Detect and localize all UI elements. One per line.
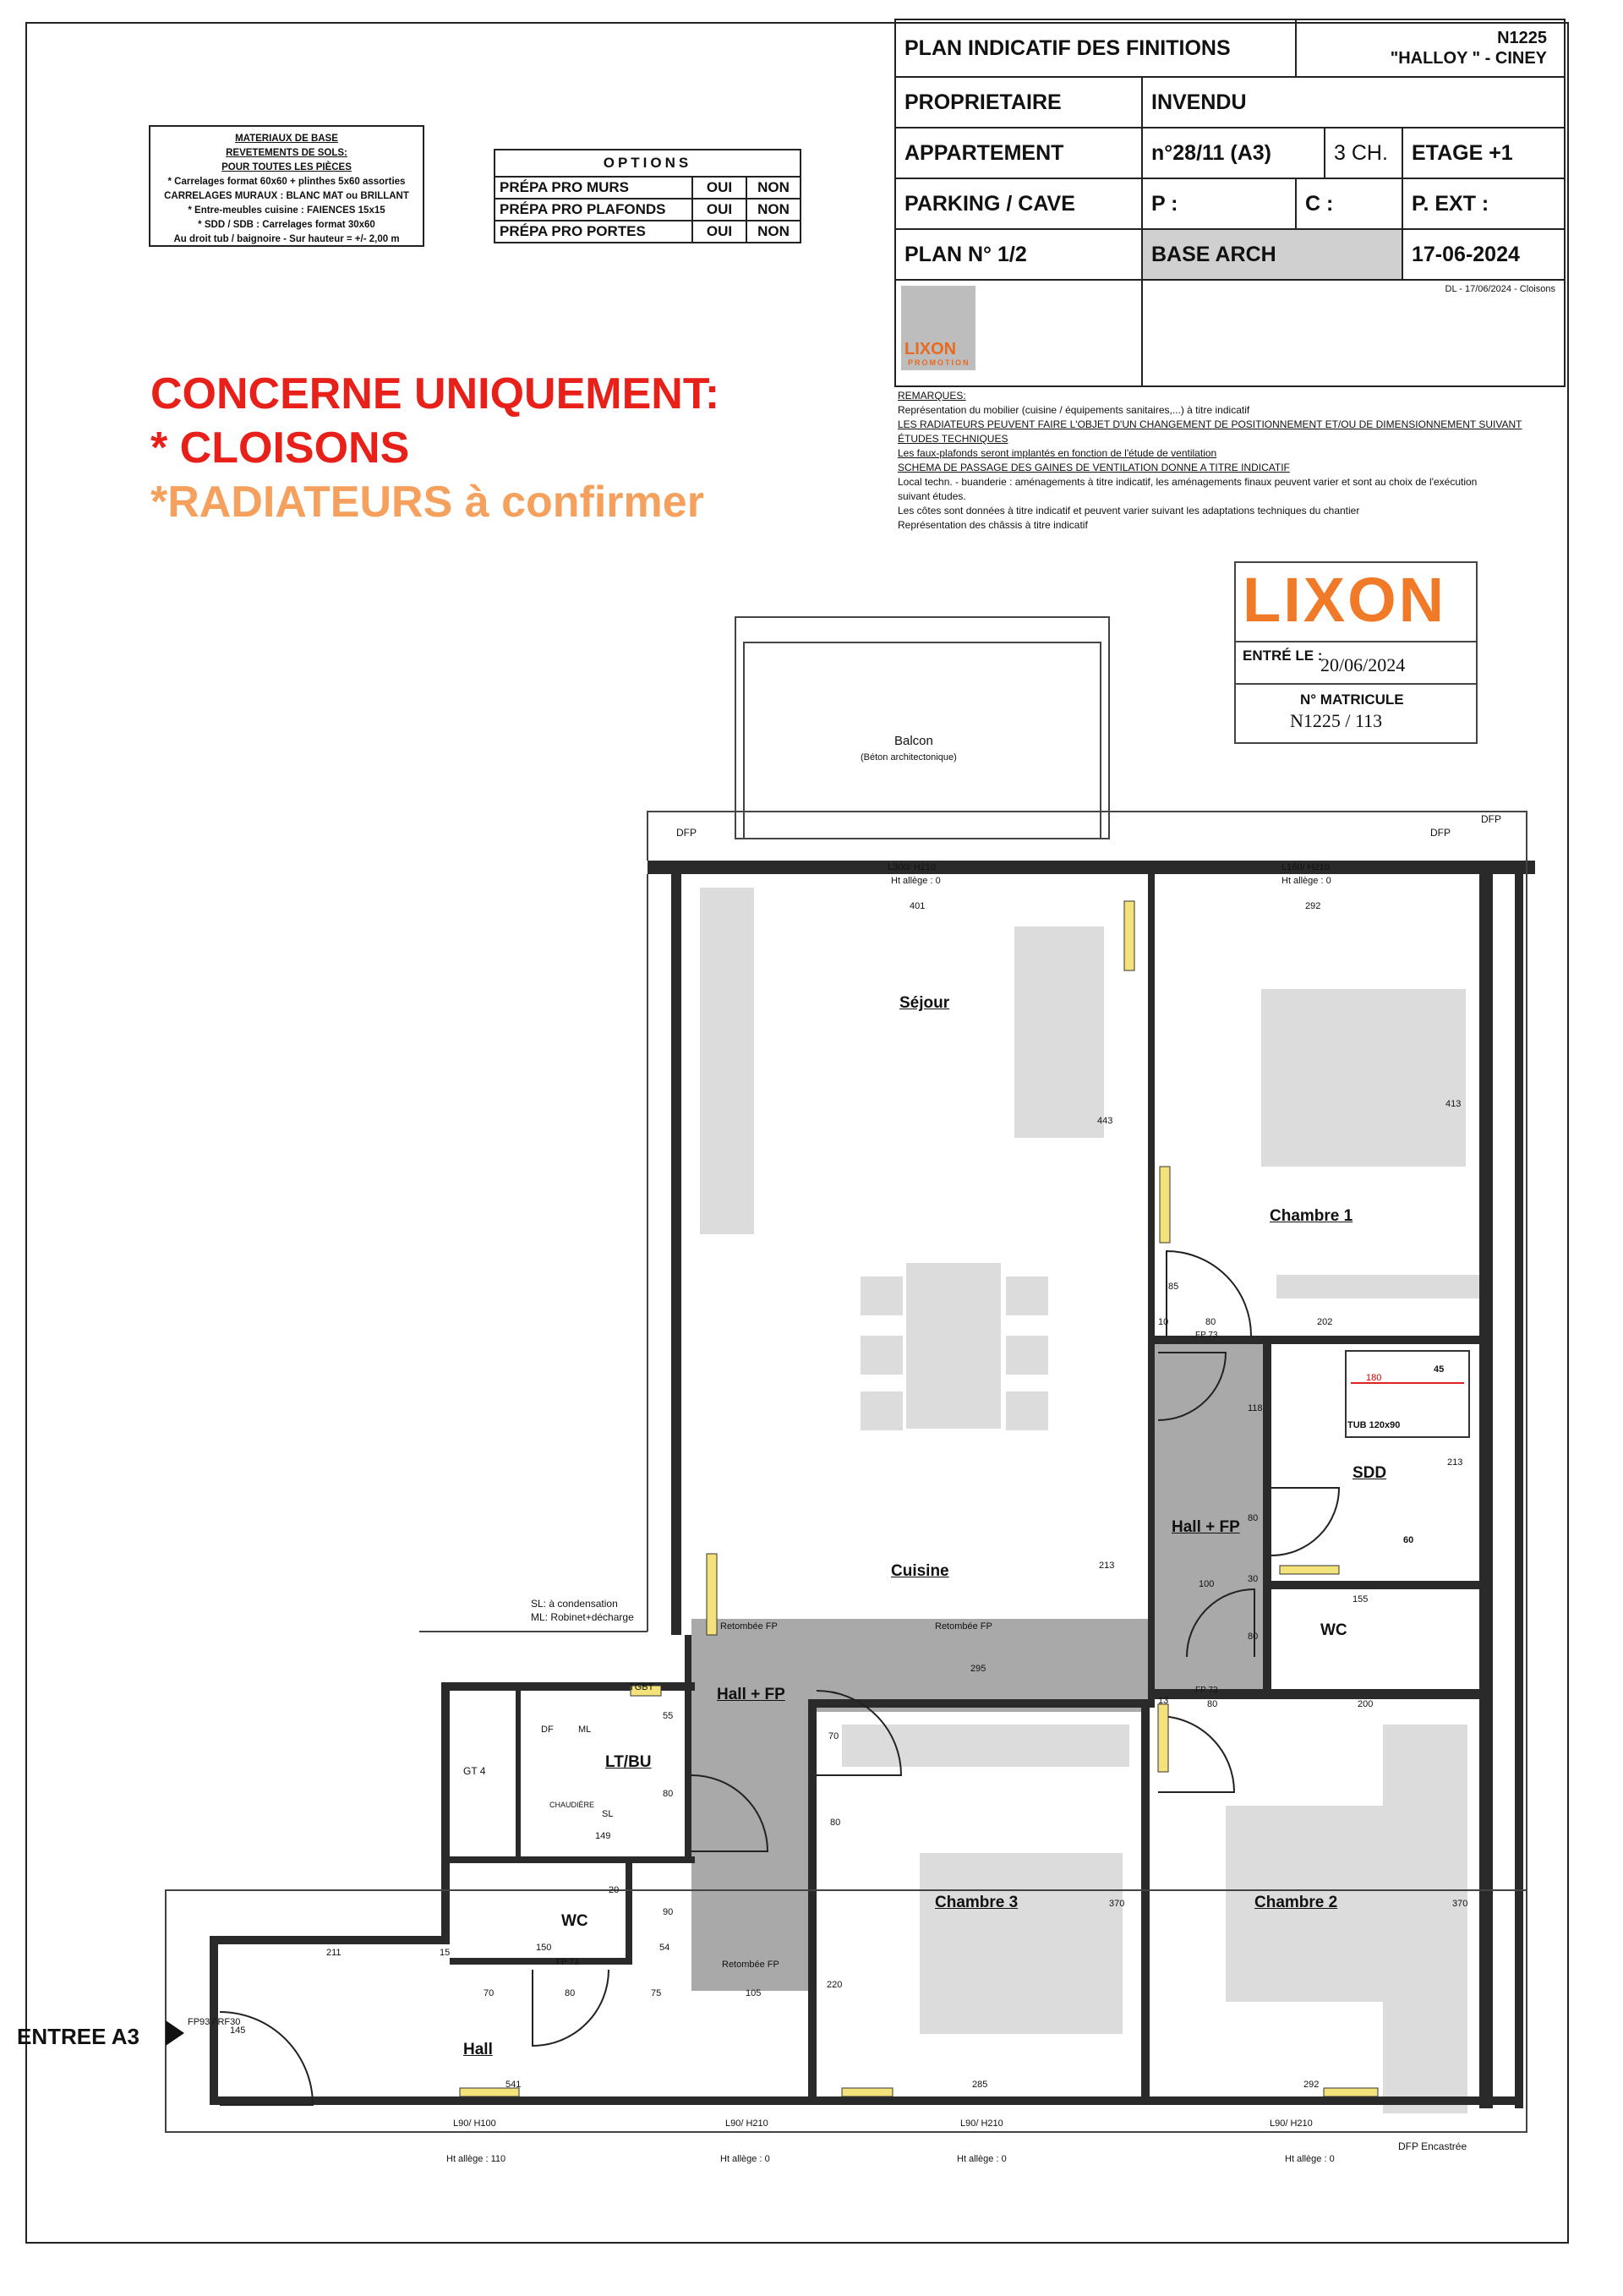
promotion-logo-word: LIXON	[904, 340, 957, 358]
wall-top	[648, 861, 1535, 874]
room-label-wc-right: WC	[1320, 1621, 1347, 1639]
dim-label: 105	[746, 1988, 762, 1998]
stamp-entre-label: ENTRÉ LE :	[1243, 648, 1323, 664]
wall-wc-bottom-left	[450, 1958, 632, 1965]
note-retombee: Retombée FP	[722, 1960, 779, 1970]
wall-right-outer	[1515, 874, 1523, 2108]
dim-label: 85	[1168, 1282, 1179, 1292]
dim-label: 80	[1207, 1699, 1218, 1709]
options-header: OPTIONS	[495, 150, 801, 177]
wall-bottom	[210, 2096, 1520, 2105]
radiator	[1124, 901, 1134, 970]
dim-label: 295	[970, 1664, 986, 1674]
dim-label: 443	[1097, 1116, 1113, 1126]
room-label-ltbu: LT/BU	[605, 1753, 652, 1771]
dim-label: 55	[663, 1711, 674, 1721]
window-sill: Ht allège : 0	[957, 2154, 1007, 2164]
ref-code: N1225	[1497, 29, 1547, 47]
dim-label: 211	[326, 1948, 342, 1958]
wall-gt4-left	[441, 1682, 450, 1944]
dim-label: 20	[609, 1885, 620, 1895]
materials-line: MATERIAUX DE BASE	[235, 134, 338, 144]
wardrobe-chambre-1	[1276, 1275, 1479, 1298]
materials-line: * SDD / SDB : Carrelages format 30x60	[198, 220, 375, 230]
plan-date: 17-06-2024	[1402, 229, 1565, 280]
remark-line: SCHEMA DE PASSAGE DES GAINES DE VENTILATION DONNE A TITRE INDICATIF	[898, 462, 1290, 473]
dim-label: 413	[1445, 1099, 1462, 1109]
window-label: L90/ H210	[1270, 2118, 1313, 2129]
dim-label: 100	[1199, 1579, 1215, 1589]
option-label: PRÉPA PRO MURS	[495, 177, 692, 199]
room-label-gt4: GT 4	[463, 1765, 486, 1777]
wall-lt-left	[516, 1682, 521, 1860]
note-retombee: Retombée FP	[935, 1621, 992, 1632]
option-label: PRÉPA PRO PLAFONDS	[495, 199, 692, 221]
materials-line: * Carrelages format 60x60 + plinthes 5x60 assorties	[167, 177, 406, 187]
sofa	[700, 888, 754, 1234]
room-label-sejour: Séjour	[899, 994, 950, 1012]
note-dfp: DFP	[676, 827, 697, 839]
dim-label: 15	[440, 1948, 451, 1958]
window-label: L300/ H210	[888, 862, 936, 872]
kitchen-island	[1014, 927, 1104, 1138]
note-dfp: DFP	[1481, 813, 1501, 825]
radiator	[1160, 1167, 1170, 1243]
dim-label: 45	[1434, 1364, 1445, 1375]
door-chambre-2	[1158, 1716, 1234, 1792]
room-label-hall-fp-left: Hall + FP	[717, 1686, 785, 1703]
remark-line: ÉTUDES TECHNIQUES	[898, 433, 1008, 445]
option-label: PRÉPA PRO PORTES	[495, 221, 692, 243]
dim-label: 202	[1317, 1317, 1333, 1327]
remarks-heading: REMARQUES:	[898, 390, 966, 402]
balcon-outline	[735, 617, 1109, 839]
materials-line: REVETEMENTS DE SOLS:	[226, 148, 347, 158]
dim-label: 54	[659, 1943, 670, 1953]
appartement-value: n°28/11 (A3)	[1142, 128, 1325, 178]
note-tub: TUB 120x90	[1347, 1420, 1401, 1430]
dim-label: 200	[1358, 1699, 1374, 1709]
parking-label: PARKING / CAVE	[895, 178, 1142, 229]
wall-wc-top	[441, 1856, 695, 1863]
dim-label: 370	[1109, 1899, 1125, 1909]
materials-line: Au droit tub / baignoire - Sur hauteur = +/- 2,00 m	[173, 234, 400, 244]
dim-label: 292	[1303, 2080, 1320, 2090]
note-dfp: DFP	[1430, 827, 1451, 839]
promotion-logo-sub: PROMOTION	[908, 358, 970, 367]
proprietaire-label: PROPRIETAIRE	[895, 77, 1142, 128]
dim-label: 10	[1158, 1317, 1169, 1327]
radiator	[707, 1554, 717, 1635]
chair	[861, 1391, 903, 1430]
window-sill: Ht allège : 110	[446, 2154, 506, 2164]
wall-right	[1479, 874, 1493, 2108]
dim-label: 30	[1248, 1574, 1259, 1584]
dim-label: 75	[651, 1988, 662, 1998]
option-non[interactable]: NON	[746, 199, 801, 221]
plan-number: PLAN N° 1/2	[895, 229, 1142, 280]
dim-label: 401	[910, 901, 926, 911]
dim-label-fp: FP 73	[556, 1958, 579, 1967]
stamp-logo: LIXON	[1243, 565, 1447, 635]
dim-label: 80	[1248, 1632, 1259, 1642]
dim-label: 80	[565, 1988, 576, 1998]
wall-sejour-chambre1	[1148, 874, 1155, 1703]
dim-label: 70	[484, 1988, 495, 1998]
etage-value: ETAGE +1	[1402, 128, 1565, 178]
notice-line-1: CONCERNE UNIQUEMENT:	[150, 369, 720, 418]
entrance-arrow-icon	[166, 2020, 184, 2046]
furniture	[700, 888, 1479, 2113]
remark-line: Représentation des châssis à titre indicatif	[898, 519, 1088, 531]
remark-line: Représentation du mobilier (cuisine / équipements sanitaires,...) à titre indicatif	[898, 404, 1250, 416]
remark-line: Les côtes sont données à titre indicatif et peuvent varier suivant les adaptations techniques du chantier	[898, 505, 1360, 517]
wardrobe-chambre-3	[842, 1725, 1129, 1767]
door-wc-left	[533, 1970, 609, 2046]
dim-label: 80	[830, 1818, 841, 1828]
dim-label: 80	[663, 1789, 674, 1799]
dim-label: 150	[536, 1943, 552, 1953]
radiator	[1280, 1566, 1339, 1574]
radiator	[842, 2088, 893, 2096]
dim-label: 213	[1099, 1561, 1115, 1571]
note-tgbt: TGBT	[629, 1682, 654, 1692]
dim-label: 13	[1158, 1696, 1169, 1706]
dim-label: 213	[1447, 1457, 1463, 1468]
dim-label: 60	[1403, 1535, 1414, 1545]
dim-label: 149	[595, 1831, 611, 1841]
note-door-rating: FP93 / RF30	[188, 2017, 241, 2027]
dim-label: 118	[1248, 1403, 1263, 1413]
materials-line: * Entre-meubles cuisine : FAIENCES 15x15	[188, 205, 385, 216]
dim-label: 155	[1352, 1594, 1369, 1604]
wall-hall-top	[210, 1936, 446, 1944]
remark-line: Local techn. - buanderie : aménagements à titre indicatif, les aménagements finaux peuvent varier et sont au choix de l'exécution	[898, 476, 1478, 488]
remark-line: LES RADIATEURS PEUVENT FAIRE L'OBJET D'UN CHANGEMENT DE POSITIONNEMENT ET/OU DE DIMENSIONNEMENT SUIVANT	[898, 418, 1522, 430]
note-ml: ML: Robinet+décharge	[531, 1611, 634, 1623]
dim-label: 80	[1205, 1317, 1216, 1327]
radiator	[1324, 2088, 1378, 2096]
room-label-wc-left: WC	[561, 1912, 588, 1930]
chambres-count: 3 CH.	[1325, 128, 1402, 178]
bed-chambre-1	[1261, 989, 1466, 1167]
dim-label: 370	[1452, 1899, 1468, 1909]
box-ml: ML	[578, 1725, 592, 1735]
remark-line: Les faux-plafonds seront implantés en fonction de l'étude de ventilation	[898, 447, 1217, 459]
plan-title: PLAN INDICATIF DES FINITIONS	[895, 19, 1296, 77]
window-sill: Ht allège : 0	[891, 876, 941, 886]
chair	[1006, 1391, 1048, 1430]
dim-label: 145	[230, 2025, 246, 2036]
wall-sdd-bottom	[1263, 1581, 1484, 1589]
entrance-label: ENTREE A3	[17, 2024, 139, 2049]
room-label-cuisine: Cuisine	[891, 1562, 949, 1580]
box-df: DF	[541, 1725, 554, 1735]
appartement-label: APPARTEMENT	[895, 128, 1142, 178]
wall-left-sejour	[671, 874, 681, 1635]
option-oui[interactable]: OUI	[692, 177, 746, 199]
room-label-sdd: SDD	[1352, 1464, 1387, 1482]
dim-label-fp: FP 73	[1195, 1686, 1218, 1695]
notice-line-2: * CLOISONS	[150, 424, 410, 473]
room-label-hall-fp-right: Hall + FP	[1172, 1518, 1240, 1536]
chair	[861, 1336, 903, 1375]
dining-table	[906, 1263, 1001, 1429]
dim-label: 541	[505, 2080, 522, 2090]
project-name: "HALLOY " - CINEY	[1390, 49, 1547, 68]
box-sl: SL	[602, 1809, 614, 1819]
window-label: L90/ H210	[725, 2118, 768, 2129]
wardrobe-chambre-2	[1383, 1725, 1467, 2113]
plan-base: BASE ARCH	[1142, 229, 1402, 280]
stamp-matricule-label: N° MATRICULE	[1300, 692, 1404, 708]
window-sill: Ht allège : 0	[720, 2154, 770, 2164]
dim-label: 70	[828, 1731, 839, 1741]
window-sill: Ht allège : 0	[1281, 876, 1331, 886]
option-oui[interactable]: OUI	[692, 221, 746, 243]
stamp-matricule-value: N1225 / 113	[1290, 710, 1383, 731]
option-non[interactable]: NON	[746, 177, 801, 199]
window-label: L90/ H100	[453, 2118, 496, 2129]
note-retombee: Retombée FP	[720, 1621, 778, 1632]
window-sill: Ht allège : 0	[1285, 2154, 1335, 2164]
parking-ext: P. EXT :	[1402, 178, 1565, 229]
dim-label: 90	[663, 1907, 674, 1917]
note-sl: SL: à condensation	[531, 1598, 618, 1610]
materials-line: CARRELAGES MURAUX : BLANC MAT ou BRILLANT	[164, 191, 409, 201]
room-label-chambre-2: Chambre 2	[1254, 1894, 1338, 1911]
dim-label-fp: FP 73	[1195, 1331, 1218, 1340]
option-non[interactable]: NON	[746, 221, 801, 243]
materials-line: POUR TOUTES LES PIÈCES	[221, 162, 352, 172]
wall-hall-fp-left	[685, 1635, 691, 1863]
box-chaudiere: CHAUDIÈRE	[549, 1801, 595, 1809]
parking-p: P :	[1142, 178, 1296, 229]
bed-chambre-3	[920, 1853, 1123, 2034]
room-label-hall: Hall	[463, 2041, 493, 2058]
option-oui[interactable]: OUI	[692, 199, 746, 221]
notice-line-3: *RADIATEURS à confirmer	[150, 478, 704, 527]
chair	[1006, 1276, 1048, 1315]
dim-label: 292	[1305, 901, 1321, 911]
stamp-entre-date: 20/06/2024	[1320, 654, 1406, 675]
dim-label: 80	[1248, 1513, 1259, 1523]
room-label-balcon: Balcon	[894, 734, 933, 748]
chair	[861, 1276, 903, 1315]
window-label: L90/ H210	[960, 2118, 1003, 2129]
proprietaire-value: INVENDU	[1142, 77, 1565, 128]
wall-chambre3-left	[808, 1699, 817, 2105]
room-label-chambre-3: Chambre 3	[935, 1894, 1019, 1911]
dim-label: 220	[827, 1980, 843, 1990]
dim-label: 285	[972, 2080, 988, 2090]
wall-sdd-left	[1263, 1336, 1271, 1691]
parking-c: C :	[1296, 178, 1402, 229]
wall-wc-right	[626, 1863, 632, 1965]
door-sdd	[1271, 1488, 1339, 1555]
note-dfp-encastree: DFP Encastrée	[1398, 2140, 1467, 2152]
room-sub-balcon: (Béton architectonique)	[861, 752, 957, 763]
radiator	[1158, 1704, 1168, 1772]
window-label: L160/ H210	[1281, 862, 1330, 872]
wall-chambre3-right	[1141, 1699, 1150, 2105]
remark-line: suivant études.	[898, 490, 966, 502]
revision-note: DL - 17/06/2024 - Cloisons	[1142, 280, 1565, 386]
dim-label-tub: 180	[1366, 1373, 1382, 1383]
room-label-chambre-1: Chambre 1	[1270, 1207, 1353, 1225]
chair	[1006, 1336, 1048, 1375]
